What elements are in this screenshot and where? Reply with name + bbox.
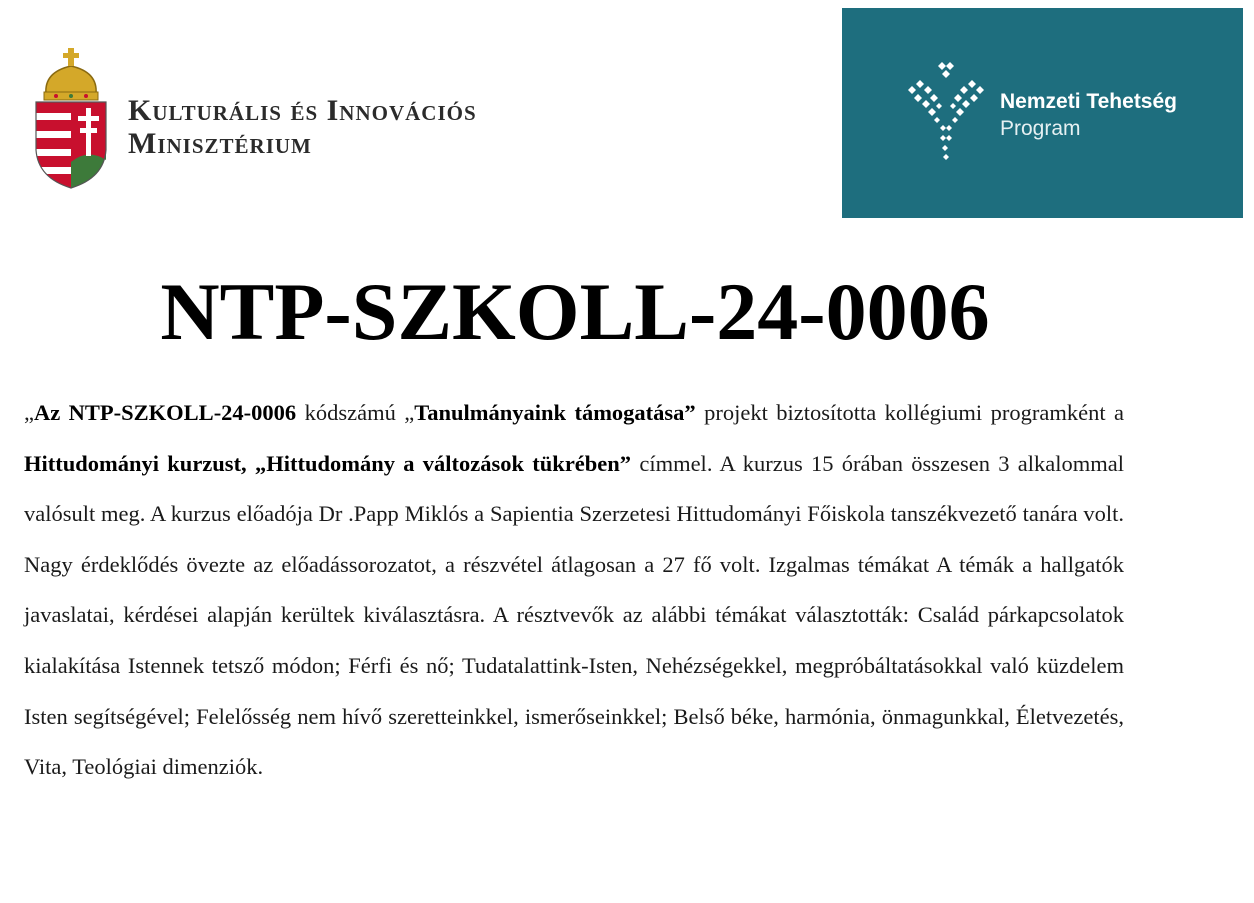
text-run: címmel. A kurzus 15 órában összesen 3 alkalommal valósult meg. A kurzus előadója Dr .Papp Miklós a Sapientia Szerzetesi Hittudományi Főiskola tanszékvezető tanára volt. Nagy érdeklődés övezte az előadássorozatot, a részvétel átlagosan a 27 fő volt. Izgalmas témákat A témák a hallgatók javaslatai, kérdései alapján kerültek kiválasztásra. A résztvevők az alábbi témákat választották: Család párkapcsolatok kialakítása Istennek tetsző módon; Férfi és nő; Tudatalattink-Isten, Nehézségekkel, megpróbáltatásokkal való küzdelem Isten segítségével; Felelősség nem hívő szeretteinkkel, ismerőseinkkel; Belső béke, harmónia, önmagunkkal, Életvezetés, Vita, Teológiai dimenziók. xyxy=(24,450,1125,780)
bold-run-project-code: Az NTP-SZKOLL-24-0006 xyxy=(34,400,297,425)
text-run: kódszámú „ xyxy=(296,400,415,425)
text-run: „ xyxy=(24,400,34,425)
ministry-name-line1: Kulturális és Innovációs xyxy=(128,94,477,127)
hungarian-coat-of-arms-icon xyxy=(32,42,110,192)
document-title: NTP-SZKOLL-24-0006 xyxy=(160,266,990,357)
ministry-logo xyxy=(32,42,552,192)
body-paragraph xyxy=(24,388,1124,793)
bold-run-project-name: Tanulmányaink támogatása” xyxy=(414,400,696,425)
ntp-name-line1: Nemzeti Tehetség xyxy=(1000,90,1177,113)
ntp-name-line2: Program xyxy=(1000,117,1081,140)
ntp-name xyxy=(1000,88,1177,142)
ministry-name-line2: Minisztérium xyxy=(128,127,312,160)
ntp-v-dots-icon xyxy=(902,60,990,164)
ntp-logo-box xyxy=(842,8,1243,218)
text-run: projekt biztosította kollégiumi programként a xyxy=(695,400,1124,425)
ministry-name xyxy=(128,94,477,160)
bold-run-course-name: Hittudományi kurzust, „Hittudomány a változások tükrében” xyxy=(24,450,632,476)
